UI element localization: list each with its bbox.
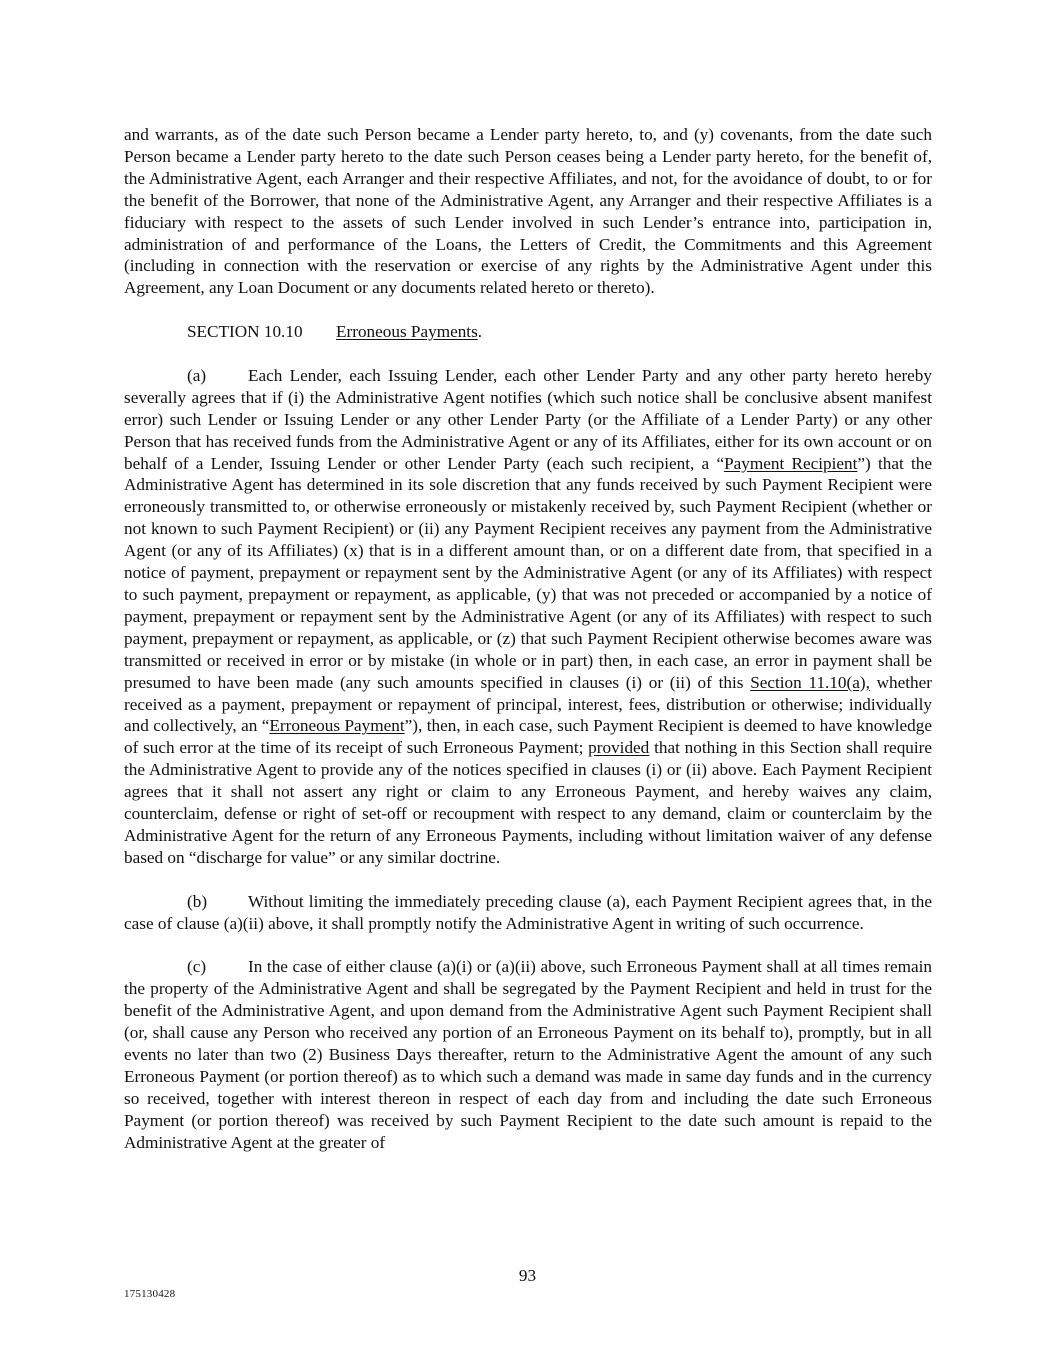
- clause-b-label: (b): [187, 891, 208, 911]
- section-title-end: .: [477, 322, 483, 342]
- clause-c-text: In the case of either clause (a)(i) or (a)(ii) above, such Erroneous Payment shall at all times remain the property of the Administrative Agent and shall be segregated by the Payment Recipient and held in trust for the benefit of the Administrative Agent, and upon demand from the Administrative Agent such Payment Recipient shall (or, shall cause any Person who received any portion of an Erroneous Payment on its behalf to), promptly, but in all events no later than two (2) Business Days thereafter, return to the Administrative Agent the amount of any such Erroneous Payment (or portion thereof) as to which such a demand was made in same day funds and in the currency so received, together with interest thereon in respect of each day from and including the date such Erroneous Payment (or portion thereof) was received by such Payment Recipient to the date such amount is repaid to the Administrative Agent at the greater of: [124, 957, 932, 1152]
- clause-a-text-5: that nothing in this Section shall require the Administrative Agent to provide any of the notices specified in clauses (i) or (ii) above. Each Payment Recipient agrees that it shall not assert any right or claim to any Erroneous Payment, and hereby waives any claim, counterclaim, defense or right of set-off or recoupment with respect to any demand, claim or counterclaim by the Administrative Agent for the return of any Erroneous Payments, including without limitation waiver of any defense based on “discharge for value” or any similar doctrine.: [124, 738, 933, 867]
- proviso-term: provided: [588, 738, 650, 758]
- clause-b: [124, 891, 932, 935]
- section-number: SECTION 10.10: [187, 322, 303, 342]
- clause-c-label: (c): [187, 957, 207, 977]
- document-id: 175130428: [124, 1288, 176, 1300]
- intro-paragraph: and warrants, as of the date such Person became a Lender party hereto, to, and (y) covenants, from the date such Person became a Lender party hereto to the date such Person ceases being a Lender party hereto, for the benefit of, the Administrative Agent, each Arranger and their respective Affiliates, and not, for the avoidance of doubt, to or for the benefit of the Borrower, that none of the Administrative Agent, any Arranger and their respective Affiliates is a fiduciary with respect to the assets of such Lender involved in such Lender’s entrance into, participation in, administration of and performance of the Loans, the Letters of Credit, the Commitments and this Agreement (including in connection with the reservation or exercise of any rights by the Administrative Agent under this Agreement, any Loan Document or any documents related hereto or thereto).: [124, 125, 932, 298]
- defined-term-payment-recipient: Payment Recipient: [724, 453, 858, 473]
- clause-a-text-2: ”) that the Administrative Agent has determined in its sole discretion that any funds received by such Payment Recipient were erroneously transmitted to, or otherwise erroneously or mistakenly received by, such Payment Recipient (whether or not known to such Payment Recipient) or (ii) any Payment Recipient receives any payment from the Administrative Agent (or any of its Affiliates) (x) that is in a different amount than, or on a different date from, that specified in a notice of payment, prepayment or repayment sent by the Administrative Agent (or any of its Affiliates) with respect to such payment, prepayment or repayment, as applicable, (y) that was not preceded or accompanied by a notice of payment, prepayment or repayment sent by the Administrative Agent (or any of its Affiliates) with respect to such payment, prepayment or repayment, as applicable, or (z) that such Payment Recipient otherwise becomes aware was transmitted or received in error or by mistake (in whole or in part) then, in each case, an error in payment shall be presumed to have been made (any such amounts specified in clauses (i) or (ii) of this: [124, 453, 932, 692]
- clause-c: [124, 956, 932, 1153]
- clause-a-text-3: whether received as a payment, prepayment or repayment of principal, interest, fees, distribution or otherwise; individually and collectively, an “: [124, 672, 932, 736]
- section-reference: Section 11.10(a),: [750, 672, 870, 692]
- clause-a-label: (a): [187, 365, 207, 385]
- defined-term-erroneous-payment: Erroneous Payment: [269, 716, 405, 736]
- section-heading: [124, 321, 932, 343]
- clause-a-text-1: Each Lender, each Issuing Lender, each other Lender Party and any other party hereto hereby severally agrees that if (i) the Administrative Agent notifies (which such notice shall be conclusive absent manifest error) such Lender or Issuing Lender or any other Lender Party (or the Affiliate of a Lender Party) or any other Person that has received funds from the Administrative Agent or any of its Affiliates, either for its own account or on behalf of a Lender, Issuing Lender or other Lender Party (each such recipient, a “: [124, 365, 932, 473]
- clause-a: [124, 365, 932, 869]
- clause-b-text: Without limiting the immediately preceding clause (a), each Payment Recipient agrees that, in the case of clause (a)(ii) above, it shall promptly notify the Administrative Agent in writing of such occurrence.: [124, 891, 932, 933]
- page-number: 93: [518, 1266, 537, 1285]
- section-title: Erroneous Payments: [336, 322, 478, 342]
- body-text: [124, 124, 932, 1154]
- clause-a-text-4: ”), then, in each case, such Payment Recipient is deemed to have knowledge of such error at the time of its receipt of such Erroneous Payment;: [124, 716, 932, 758]
